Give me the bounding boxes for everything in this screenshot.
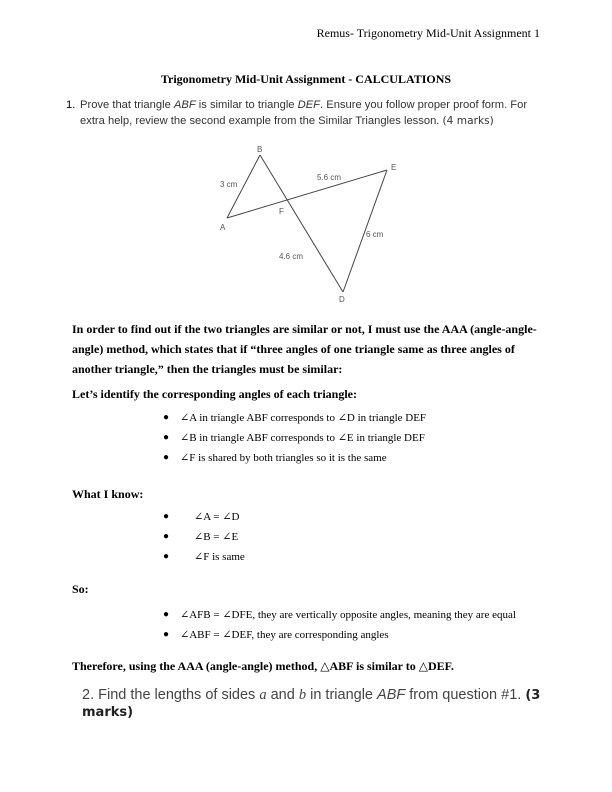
corresponding-angles-list: [163, 408, 427, 468]
question-2-number: 2.: [82, 687, 95, 703]
segment-ae: [227, 170, 387, 218]
question-1-number: 1.: [66, 99, 76, 111]
question-1-text-b: is similar to triangle: [195, 99, 298, 111]
question-1-marks: (4 marks): [442, 115, 494, 127]
question-2-text-b: and: [266, 687, 299, 703]
question-1-text-c: . Ensure you follow proper proof form. For extra help, review the second example from the Similar Triangles lesson.: [80, 99, 528, 127]
question-2-abf: ABF: [377, 687, 406, 703]
list-item: [163, 547, 245, 567]
running-head: Remus- Trigonometry Mid-Unit Assignment 1: [316, 26, 540, 40]
vertex-label-d: D: [339, 295, 345, 304]
list-item-text: ∠A in triangle ABF corresponds to ∠D in triangle DEF: [180, 412, 427, 424]
bullet: ●: [163, 432, 170, 443]
vertex-label-a: A: [220, 223, 226, 232]
question-2-text-c: in triangle: [306, 687, 378, 703]
what-i-know-list: [163, 507, 245, 567]
list-item-text: ∠ABF = ∠DEF, they are corresponding angles: [180, 629, 389, 641]
question-1-def: DEF: [297, 99, 321, 111]
list-item: [163, 448, 426, 468]
question-1-text-a: Prove that triangle: [80, 99, 174, 111]
vertex-label-e: E: [391, 163, 397, 172]
list-item-text: ∠A = ∠D: [194, 511, 240, 523]
question-2-side-b: b: [298, 687, 307, 703]
question-2-side-a: a: [259, 687, 267, 703]
question-1: [66, 97, 540, 129]
triangle-figure: [210, 142, 410, 306]
list-item-text: ∠AFB = ∠DFE, they are vertically opposite angles, meaning they are equal: [180, 609, 516, 621]
question-2: [82, 687, 562, 720]
vertex-label-b: B: [257, 145, 263, 154]
question-2-marks: (3 marks): [82, 688, 541, 720]
list-item-text: ∠F is shared by both triangles so it is the same: [180, 452, 387, 464]
list-item-text: ∠F is same: [194, 551, 245, 563]
length-label-fe: 5.6 cm: [317, 173, 342, 182]
length-label-ed: 6 cm: [366, 230, 384, 239]
length-label-ab: 3 cm: [220, 180, 238, 189]
list-item: [163, 507, 245, 527]
bullet: ●: [163, 452, 170, 463]
question-2-text-d: from question #1.: [405, 687, 526, 703]
list-item: [163, 605, 516, 625]
corresponding-heading: Let’s identify the corresponding angles of each triangle:: [72, 387, 357, 401]
list-item: [163, 527, 245, 547]
bullet: ●: [163, 511, 170, 522]
intro-paragraph: In order to find out if the two triangles are similar or not, I must use the AAA (angle-angle-angle) method, which states that if “three angles of one triangle same as three angles of another triangle,” then the triangles must be similar:: [72, 322, 537, 376]
page-title: Trigonometry Mid-Unit Assignment - CALCULATIONS: [160, 72, 452, 86]
list-item: [163, 625, 516, 645]
vertex-label-f: F: [279, 207, 284, 216]
list-item-text: ∠B in triangle ABF corresponds to ∠E in triangle DEF: [180, 432, 425, 444]
what-i-know-heading: What I know:: [72, 487, 144, 501]
bullet: ●: [163, 629, 170, 640]
length-label-fd: 4.6 cm: [279, 252, 304, 261]
bullet: ●: [163, 531, 170, 542]
list-item: [163, 408, 427, 428]
list-item-text: ∠B = ∠E: [194, 531, 239, 543]
bullet: ●: [163, 609, 170, 620]
bullet: ●: [163, 551, 170, 562]
bullet: ●: [163, 412, 170, 423]
so-heading: So:: [72, 582, 89, 596]
list-item: [163, 428, 426, 448]
conclusion: Therefore, using the AAA (angle-angle) method, △ABF is similar to △DEF.: [72, 659, 454, 673]
question-1-abf: ABF: [173, 99, 196, 111]
question-2-text-a: Find the lengths of sides: [98, 687, 260, 703]
so-list: [163, 605, 516, 645]
